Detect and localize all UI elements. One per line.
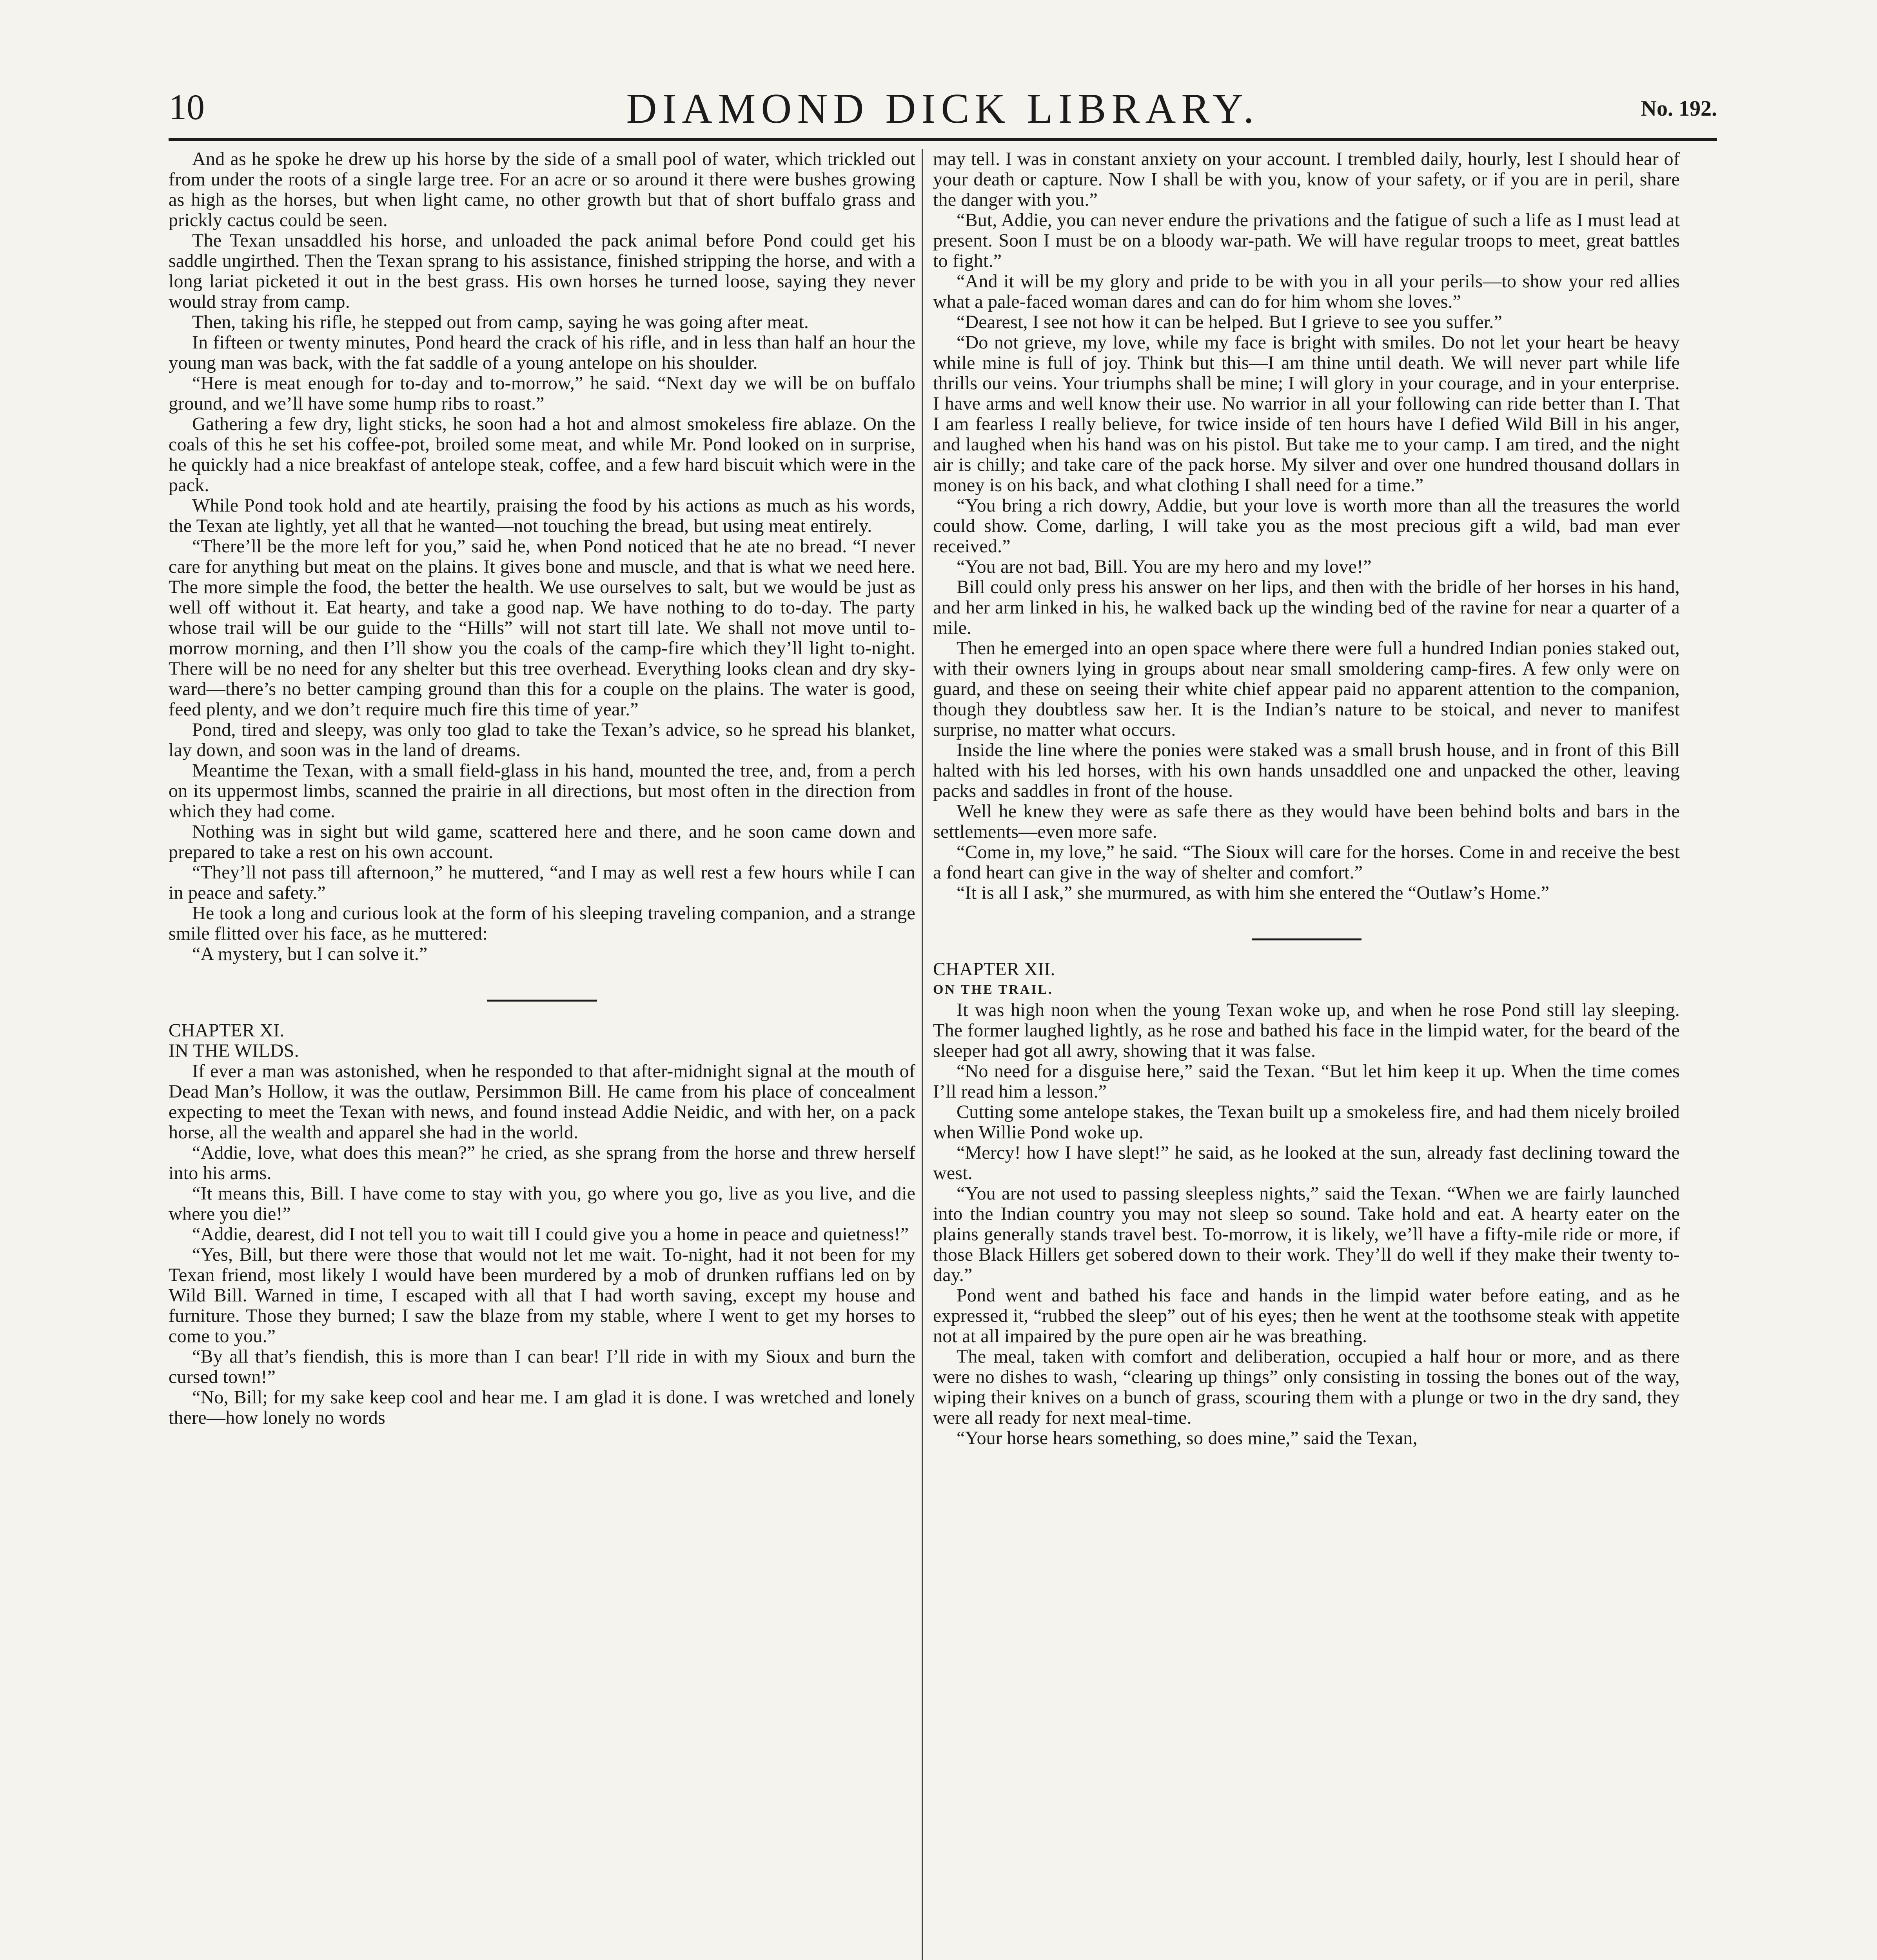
chapter-divider	[487, 1000, 597, 1002]
paragraph: Pond went and bathed his face and hands in the limpid water before eating, and as he expressed it, “rubbed the sleep” out of his eyes; then he went at the toothsome steak with appetite not at all impaired by the pure open air he was breathing.	[933, 1285, 1680, 1347]
paragraph: “Dearest, I see not how it can be helped. But I grieve to see you suffer.”	[957, 312, 1503, 332]
paragraph: Well he knew they were as safe there as they would have been behind bolts and bars in the settlements—even more safe.	[933, 801, 1680, 842]
paragraph: The meal, taken with comfort and deliberation, occupied a half hour or more, and as there were no dishes to wash, “clearing up things” only consisting in tossing the bones out of the way, wiping their knives on a bunch of grass, scouring them with a plunge or two in the dry sand, they were all ready for next meal-time.	[933, 1346, 1680, 1428]
page-header	[169, 85, 1717, 136]
paragraph: “Your horse hears something, so does mine,” said the Texan,	[957, 1428, 1418, 1448]
paragraph: “It means this, Bill. I have come to stay with you, go where you go, live as you live, and die where you die!”	[169, 1183, 915, 1224]
right-column	[933, 149, 1680, 1960]
paragraph: It was high noon when the young Texan woke up, and when he rose Pond still lay sleeping. The former laughed lightly, as he rose and bathed his face in the limpid water, for the beard of the sleeper had got all awry, showing that it was false.	[933, 1000, 1680, 1061]
chapter-subheading: IN THE WILDS.	[169, 1040, 299, 1061]
paragraph: Meantime the Texan, with a small field-glass in his hand, mounted the tree, and, from a perch on its uppermost limbs, scanned the prairie in all directions, but most often in the direction from which they had come.	[169, 760, 915, 822]
masthead-title: DIAMOND DICK LIBRARY.	[626, 85, 1260, 132]
paragraph: “Do not grieve, my love, while my face is bright with smiles. Do not let your heart be heavy while mine is full of joy. Think but this—I am thine until death. We will never part while life thrills our veins. Your triumphs shall be mine; I will glory in your courage, and in your enterprise. I have arms and well know their use. No warrior in all your following can ride better than I. That I am fearless I really believe, for twice inside of ten hours have I defied Wild Bill in his anger, and laughed when his hand was on his pistol. But take me to your camp. I am tired, and the night air is chilly; and take care of the pack horse. My silver and over one hundred thousand dollars in money is on his back, and what clothing I shall need for a time.”	[933, 332, 1680, 495]
paragraph: “You are not bad, Bill. You are my hero and my love!”	[957, 556, 1372, 577]
paragraph: Then, taking his rifle, he stepped out from camp, saying he was going after meat.	[192, 312, 809, 332]
paragraph: Cutting some antelope stakes, the Texan built up a smokeless fire, and had them nicely broiled when Willie Pond woke up.	[933, 1102, 1680, 1143]
paragraph: Inside the line where the ponies were staked was a small brush house, and in front of this Bill halted with his led horses, with his own hands unsaddled one and unpacked the other, leaving packs and saddles in front of the house.	[933, 740, 1680, 801]
paragraph: “They’ll not pass till afternoon,” he muttered, “and I may as well rest a few hours while I can in peace and safety.”	[169, 862, 915, 903]
paragraph: “Mercy! how I have slept!” he said, as he looked at the sun, already fast declining toward the west.	[933, 1142, 1680, 1183]
paragraph: “Come in, my love,” he said. “The Sioux will care for the horses. Come in and receive the best a fond heart can give in the way of shelter and comfort.”	[933, 842, 1680, 883]
paragraph: Then he emerged into an open space where there were full a hundred Indian ponies staked out, with their owners lying in groups about near small smoldering camp-fires. A few only were on guard, and these on seeing their white chief appear paid no apparent attention to the companion, though they doubtless saw her. It is the Indian’s nature to be stoical, and never to manifest surprise, no matter what occurs.	[933, 638, 1680, 740]
paragraph: “By all that’s fiendish, this is more than I can bear! I’ll ride in with my Sioux and burn the cursed town!”	[169, 1346, 915, 1387]
chapter-heading: CHAPTER XII.	[933, 959, 1055, 980]
paragraph: And as he spoke he drew up his horse by the side of a small pool of water, which trickled out from under the roots of a single large tree. For an acre or so around it there were bushes growing as high as the horses, but when light came, no other growth but that of short buffalo grass and prickly cactus could be seen.	[169, 149, 915, 230]
paragraph: Bill could only press his answer on her lips, and then with the bridle of her horses in his hand, and her arm linked in his, he walked back up the winding bed of the ravine for near a quarter of a mile.	[933, 577, 1680, 638]
paragraph: “But, Addie, you can never endure the privations and the fatigue of such a life as I must lead at present. Soon I must be on a bloody war-path. We will have regular troops to meet, great battles to fight.”	[933, 210, 1680, 271]
paragraph: “You bring a rich dowry, Addie, but your love is worth more than all the treasures the world could show. Come, darling, I will take you as the most precious gift a wild, bad man ever received.”	[933, 495, 1680, 557]
paragraph: If ever a man was astonished, when he responded to that after-midnight signal at the mouth of Dead Man’s Hollow, it was the outlaw, Persimmon Bill. He came from his place of concealment expecting to meet the Texan with news, and found instead Addie Neidic, and with her, on a pack horse, all the wealth and apparel she had in the world.	[169, 1061, 915, 1143]
chapter-subheading: ON THE TRAIL.	[933, 982, 1053, 997]
chapter-heading: CHAPTER XI.	[169, 1020, 285, 1041]
paragraph: “You are not used to passing sleepless nights,” said the Texan. “When we are fairly launched into the Indian country you may not sleep so sound. Take hold and eat. A hearty eater on the plains generally stands travel best. To-morrow, it is likely, we’ll have a fifty-mile ride or more, if those Black Hillers get sobered down to their work. They’ll do well if they make their twenty to-day.”	[933, 1183, 1680, 1285]
paragraph: “A mystery, but I can solve it.”	[192, 944, 428, 964]
paragraph: “There’ll be the more left for you,” said he, when Pond noticed that he ate no bread. “I never care for anything but meat on the plains. It gives bone and muscle, and that is what we need here. The more simple the food, the better the health. We use ourselves to salt, but we would be just as well off without it. Eat hearty, and take a good nap. We have nothing to do to-day. The party whose trail will be our guide to the “Hills” will not start till late. We shall not move until to-morrow morning, and then I’ll show you the coals of the camp-fire which they’ll light to-night. There will be no need for any shelter but this tree overhead. Everything looks clean and dry sky-ward—there’s no better camping ground than this for a couple on the plains. The water is good, feed plenty, and we don’t require much fire this time of year.”	[169, 536, 915, 720]
paragraph: Gathering a few dry, light sticks, he soon had a hot and almost smokeless fire ablaze. On the coals of this he set his coffee-pot, broiled some meat, and while Mr. Pond looked on in surprise, he quickly had a nice breakfast of antelope steak, coffee, and a few hard biscuit which were in the pack.	[169, 414, 915, 495]
paragraph: Pond, tired and sleepy, was only too glad to take the Texan’s advice, so he spread his blanket, lay down, and soon was in the land of dreams.	[169, 719, 915, 760]
paragraph: “And it will be my glory and pride to be with you in all your perils—to show your red allies what a pale-faced woman dares and can do for him whom she loves.”	[933, 271, 1680, 312]
issue-number: No. 192.	[1641, 96, 1717, 121]
header-rule	[169, 138, 1717, 141]
left-column-text	[169, 149, 915, 964]
paragraph: “Here is meat enough for to-day and to-morrow,” he said. “Next day we will be on buffalo ground, and we’ll have some hump ribs to roast.”	[169, 373, 915, 414]
paragraph: While Pond took hold and ate heartily, praising the food by his actions as much as his words, the Texan ate lightly, yet all that he wanted—not touching the bread, but using meat entirely.	[169, 495, 915, 536]
paragraph: “Addie, love, what does this mean?” he cried, as she sprang from the horse and threw herself into his arms.	[169, 1142, 915, 1183]
right-column-text	[933, 149, 1680, 903]
paragraph: “It is all I ask,” she murmured, as with him she entered the “Outlaw’s Home.”	[957, 882, 1550, 903]
chapter-xii-text	[933, 1000, 1680, 1448]
paragraph: may tell. I was in constant anxiety on your account. I trembled daily, hourly, lest I should hear of your death or capture. Now I shall be with you, know of your safety, or if you are in peril, share the danger with you.”	[933, 149, 1680, 210]
paragraph: “Yes, Bill, but there were those that would not let me wait. To-night, had it not been for my Texan friend, most likely I would have been murdered by a mob of drunken ruffians led on by Wild Bill. Warned in time, I escaped with all that I had worth saving, except my house and furniture. Those they burned; I saw the blaze from my stable, where I went to get my horses to come to you.”	[169, 1244, 915, 1347]
paragraph: “Addie, dearest, did I not tell you to wait till I could give you a home in peace and quietness!”	[192, 1224, 909, 1245]
chapter-divider	[1252, 938, 1361, 940]
paragraph: The Texan unsaddled his horse, and unloaded the pack animal before Pond could get his saddle ungirthed. Then the Texan sprang to his assistance, finished stripping the horse, and with a long lariat picketed it out in the best grass. His own horses he turned loose, saying they never would stray from camp.	[169, 230, 915, 312]
paragraph: “No, Bill; for my sake keep cool and hear me. I am glad it is done. I was wretched and lonely there—how lonely no words	[169, 1387, 915, 1428]
paragraph: He took a long and curious look at the form of his sleeping traveling companion, and a strange smile flitted over his face, as he muttered:	[169, 903, 915, 944]
paragraph: In fifteen or twenty minutes, Pond heard the crack of his rifle, and in less than half an hour the young man was back, with the fat saddle of a young antelope on his shoulder.	[169, 332, 915, 373]
paragraph: “No need for a disguise here,” said the Texan. “But let him keep it up. When the time comes I’ll read him a lesson.”	[933, 1061, 1680, 1102]
left-column	[169, 149, 915, 1960]
column-divider	[922, 149, 923, 1960]
paragraph: Nothing was in sight but wild game, scattered here and there, and he soon came down and prepared to take a rest on his own account.	[169, 821, 915, 862]
chapter-xi-text	[169, 1061, 915, 1428]
page-number: 10	[169, 87, 205, 127]
